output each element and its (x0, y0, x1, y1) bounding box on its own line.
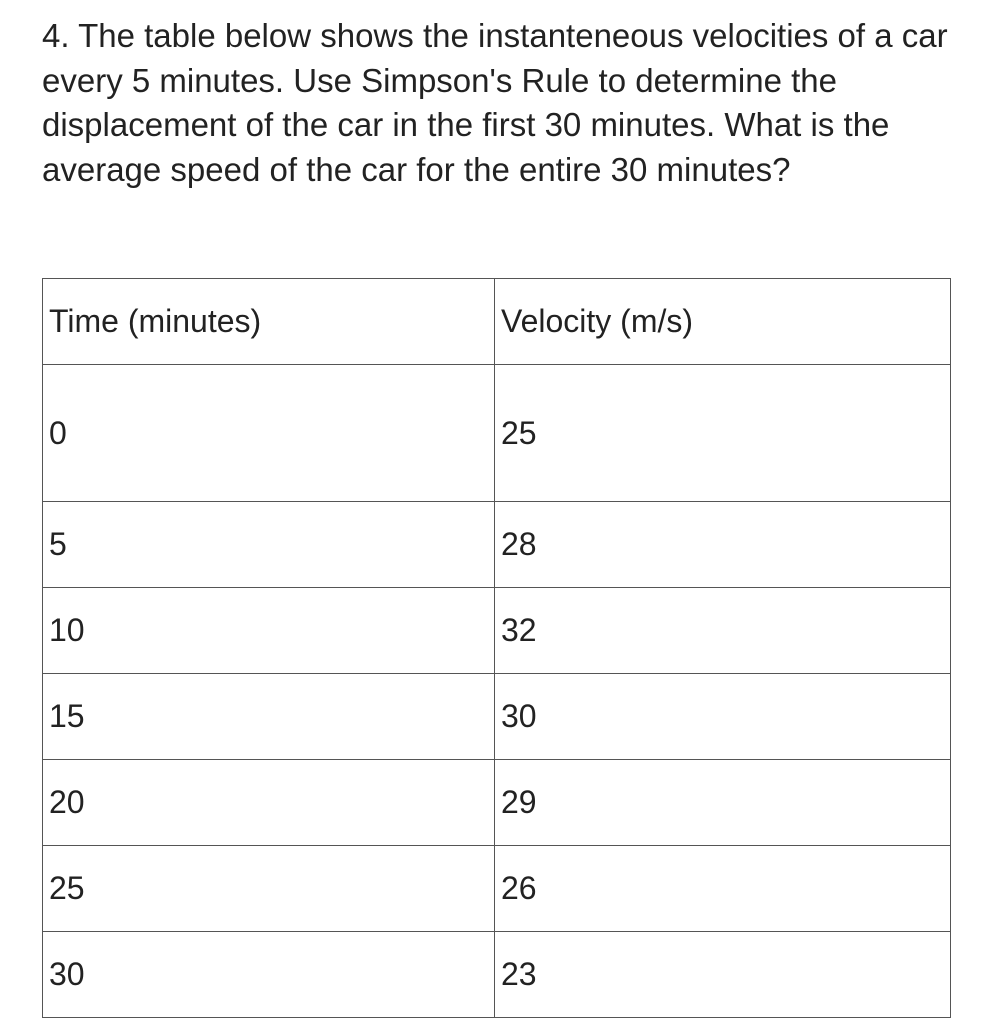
time-cell: 25 (43, 846, 495, 932)
velocity-cell: 30 (495, 674, 951, 760)
velocity-cell: 29 (495, 760, 951, 846)
time-cell: 20 (43, 760, 495, 846)
velocity-table (42, 278, 951, 1018)
time-cell: 0 (43, 365, 495, 502)
time-cell: 5 (43, 502, 495, 588)
table-row (43, 365, 951, 502)
time-cell: 15 (43, 674, 495, 760)
velocity-cell: 25 (495, 365, 951, 502)
table-row (43, 760, 951, 846)
question-text: 4. The table below shows the instanteneous velocities of a car every 5 minutes. Use Simpson's Rule to determine the displacement of the car in the first 30 minutes. What is the average speed of the car for the entire 30 minutes? (42, 17, 948, 188)
table-row (43, 932, 951, 1018)
table-row (43, 588, 951, 674)
velocity-cell: 28 (495, 502, 951, 588)
velocity-cell: 26 (495, 846, 951, 932)
header-time: Time (minutes) (43, 279, 495, 365)
velocity-cell: 23 (495, 932, 951, 1018)
table-row (43, 846, 951, 932)
table-row (43, 502, 951, 588)
table-header-row (43, 279, 951, 365)
table-row (43, 674, 951, 760)
time-cell: 30 (43, 932, 495, 1018)
time-cell: 10 (43, 588, 495, 674)
header-velocity: Velocity (m/s) (495, 279, 951, 365)
velocity-cell: 32 (495, 588, 951, 674)
